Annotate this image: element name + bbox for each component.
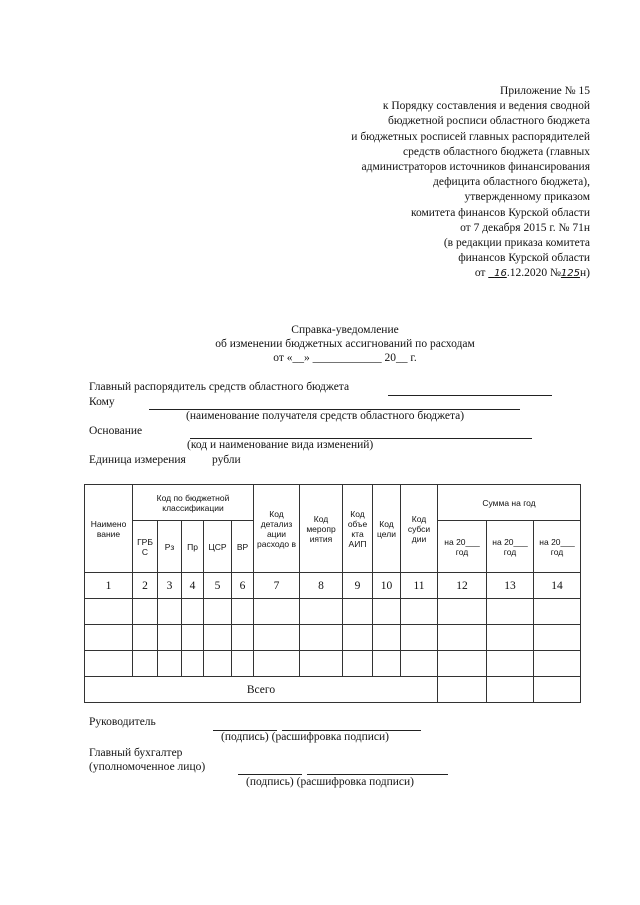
table-cell[interactable] <box>534 651 581 677</box>
table-cell[interactable] <box>204 625 232 651</box>
header-year-3: на 20___ год <box>534 521 581 573</box>
date-number: 125 <box>560 268 581 280</box>
appendix-line: администраторов источников финансирования <box>361 161 590 174</box>
table-cell[interactable] <box>534 625 581 651</box>
table-cell[interactable] <box>401 651 438 677</box>
table-cell[interactable] <box>254 651 300 677</box>
table-cell[interactable] <box>204 651 232 677</box>
table-cell[interactable] <box>487 651 534 677</box>
total-cell[interactable] <box>438 677 487 703</box>
title-line3: от «__» ____________ 20__ г. <box>273 352 417 364</box>
table-cell[interactable] <box>343 599 373 625</box>
date-rest: .12.2020 № <box>506 267 561 280</box>
table-row <box>85 625 581 651</box>
basis-label: Основание <box>89 425 143 437</box>
table-cell[interactable] <box>133 599 158 625</box>
table-cell[interactable] <box>487 625 534 651</box>
appendix-line: дефицита областного бюджета), <box>433 176 590 189</box>
appendix-line: бюджетной росписи областного бюджета <box>387 115 590 128</box>
unit-label: Единица измерения <box>89 454 186 466</box>
appendix-line: от 7 декабря 2015 г. № 71н <box>460 221 590 234</box>
col-number: 8 <box>300 573 343 599</box>
table-cell[interactable] <box>232 599 254 625</box>
col-number: 13 <box>487 573 534 599</box>
to-label: Кому <box>89 396 115 408</box>
col-number: 11 <box>401 573 438 599</box>
date-suffix: н) <box>580 267 590 280</box>
appendix-date-line <box>300 266 590 281</box>
appendix-line: финансов Курской области <box>458 252 590 265</box>
header-sum: Сумма на год <box>438 485 581 521</box>
table-cell[interactable] <box>401 625 438 651</box>
header-grbs: ГРБ С <box>133 521 158 573</box>
table-cell[interactable] <box>85 625 133 651</box>
budget-table <box>84 484 581 703</box>
total-cell[interactable] <box>487 677 534 703</box>
table-cell[interactable] <box>133 625 158 651</box>
accountant-decoding-field[interactable] <box>307 774 448 775</box>
document-title <box>150 323 540 365</box>
appendix-line: Приложение № 15 <box>500 85 590 97</box>
date-prefix: от <box>474 267 486 280</box>
appendix-line: средств областного бюджета (главных <box>403 145 590 158</box>
col-number: 14 <box>534 573 581 599</box>
table-cell[interactable] <box>373 599 401 625</box>
col-number: 7 <box>254 573 300 599</box>
total-label: Всего <box>85 677 438 703</box>
header-object: Код объе кта АИП <box>343 485 373 573</box>
head-label: Руководитель <box>89 716 156 728</box>
total-cell[interactable] <box>534 677 581 703</box>
table-row <box>85 651 581 677</box>
table-cell[interactable] <box>343 651 373 677</box>
table-cell[interactable] <box>158 625 182 651</box>
basis-caption: (код и наименование вида изменений) <box>187 439 374 451</box>
col-number: 2 <box>133 573 158 599</box>
table-cell[interactable] <box>182 651 204 677</box>
total-row <box>85 677 581 703</box>
appendix-line: к Порядку составления и ведения сводной <box>382 100 590 113</box>
table-cell[interactable] <box>300 625 343 651</box>
table-cell[interactable] <box>534 599 581 625</box>
table-cell[interactable] <box>85 651 133 677</box>
header-rz: Рз <box>158 521 182 573</box>
table-cell[interactable] <box>158 651 182 677</box>
unit-value: рубли <box>212 454 241 466</box>
header-event: Код меропр иятия <box>300 485 343 573</box>
table-cell[interactable] <box>438 651 487 677</box>
title-line1: Справка-уведомление <box>291 324 399 336</box>
authorized-label: (уполномоченное лицо) <box>89 761 206 773</box>
header-goal: Код цели <box>373 485 401 573</box>
chief-accountant-label: Главный бухгалтер <box>89 747 183 759</box>
to-caption: (наименование получателя средств областного бюджета) <box>186 410 465 422</box>
table-cell[interactable] <box>438 599 487 625</box>
table-cell[interactable] <box>343 625 373 651</box>
appendix-block <box>300 84 590 282</box>
table-cell[interactable] <box>182 625 204 651</box>
head-caption: (подпись) (расшифровка подписи) <box>221 731 390 743</box>
accountant-signature-field[interactable] <box>238 774 302 775</box>
table-cell[interactable] <box>232 651 254 677</box>
table-cell[interactable] <box>300 599 343 625</box>
col-number: 12 <box>438 573 487 599</box>
header-name: Наимено вание <box>85 485 133 573</box>
header-pr: Пр <box>182 521 204 573</box>
header-detail: Код детализ ации расходо в <box>254 485 300 573</box>
table-cell[interactable] <box>373 625 401 651</box>
table-cell[interactable] <box>254 599 300 625</box>
table-cell[interactable] <box>487 599 534 625</box>
table-row <box>85 599 581 625</box>
header-budget-class: Код по бюджетной классификации <box>133 485 254 521</box>
col-number: 1 <box>85 573 133 599</box>
table-cell[interactable] <box>85 599 133 625</box>
header-csr: ЦСР <box>204 521 232 573</box>
table-cell[interactable] <box>254 625 300 651</box>
header-year-1: на 20___ год <box>438 521 487 573</box>
table-cell[interactable] <box>182 599 204 625</box>
header-subsidy: Код субси дии <box>401 485 438 573</box>
table-cell[interactable] <box>373 651 401 677</box>
accountant-caption: (подпись) (расшифровка подписи) <box>246 776 415 788</box>
table-cell[interactable] <box>204 599 232 625</box>
table-cell[interactable] <box>438 625 487 651</box>
appendix-line: комитета финансов Курской области <box>410 206 590 219</box>
main-manager-label: Главный распорядитель средств областного бюджета <box>89 381 350 393</box>
col-number: 6 <box>232 573 254 599</box>
title-line2: об изменении бюджетных ассигнований по расходам <box>215 338 475 350</box>
main-manager-field[interactable] <box>388 395 552 396</box>
col-number: 5 <box>204 573 232 599</box>
col-number: 3 <box>158 573 182 599</box>
date-day: _16 <box>488 267 507 280</box>
appendix-line: (в редакции приказа комитета <box>443 237 590 250</box>
table-cell[interactable] <box>300 651 343 677</box>
header-vr: ВР <box>232 521 254 573</box>
table-cell[interactable] <box>232 625 254 651</box>
table-cell[interactable] <box>133 651 158 677</box>
table-cell[interactable] <box>401 599 438 625</box>
col-number: 4 <box>182 573 204 599</box>
table-cell[interactable] <box>158 599 182 625</box>
col-number: 10 <box>373 573 401 599</box>
appendix-line: утвержденному приказом <box>464 191 590 204</box>
col-number: 9 <box>343 573 373 599</box>
appendix-line: и бюджетных росписей главных распорядителей <box>351 130 590 143</box>
header-year-2: на 20___ год <box>487 521 534 573</box>
